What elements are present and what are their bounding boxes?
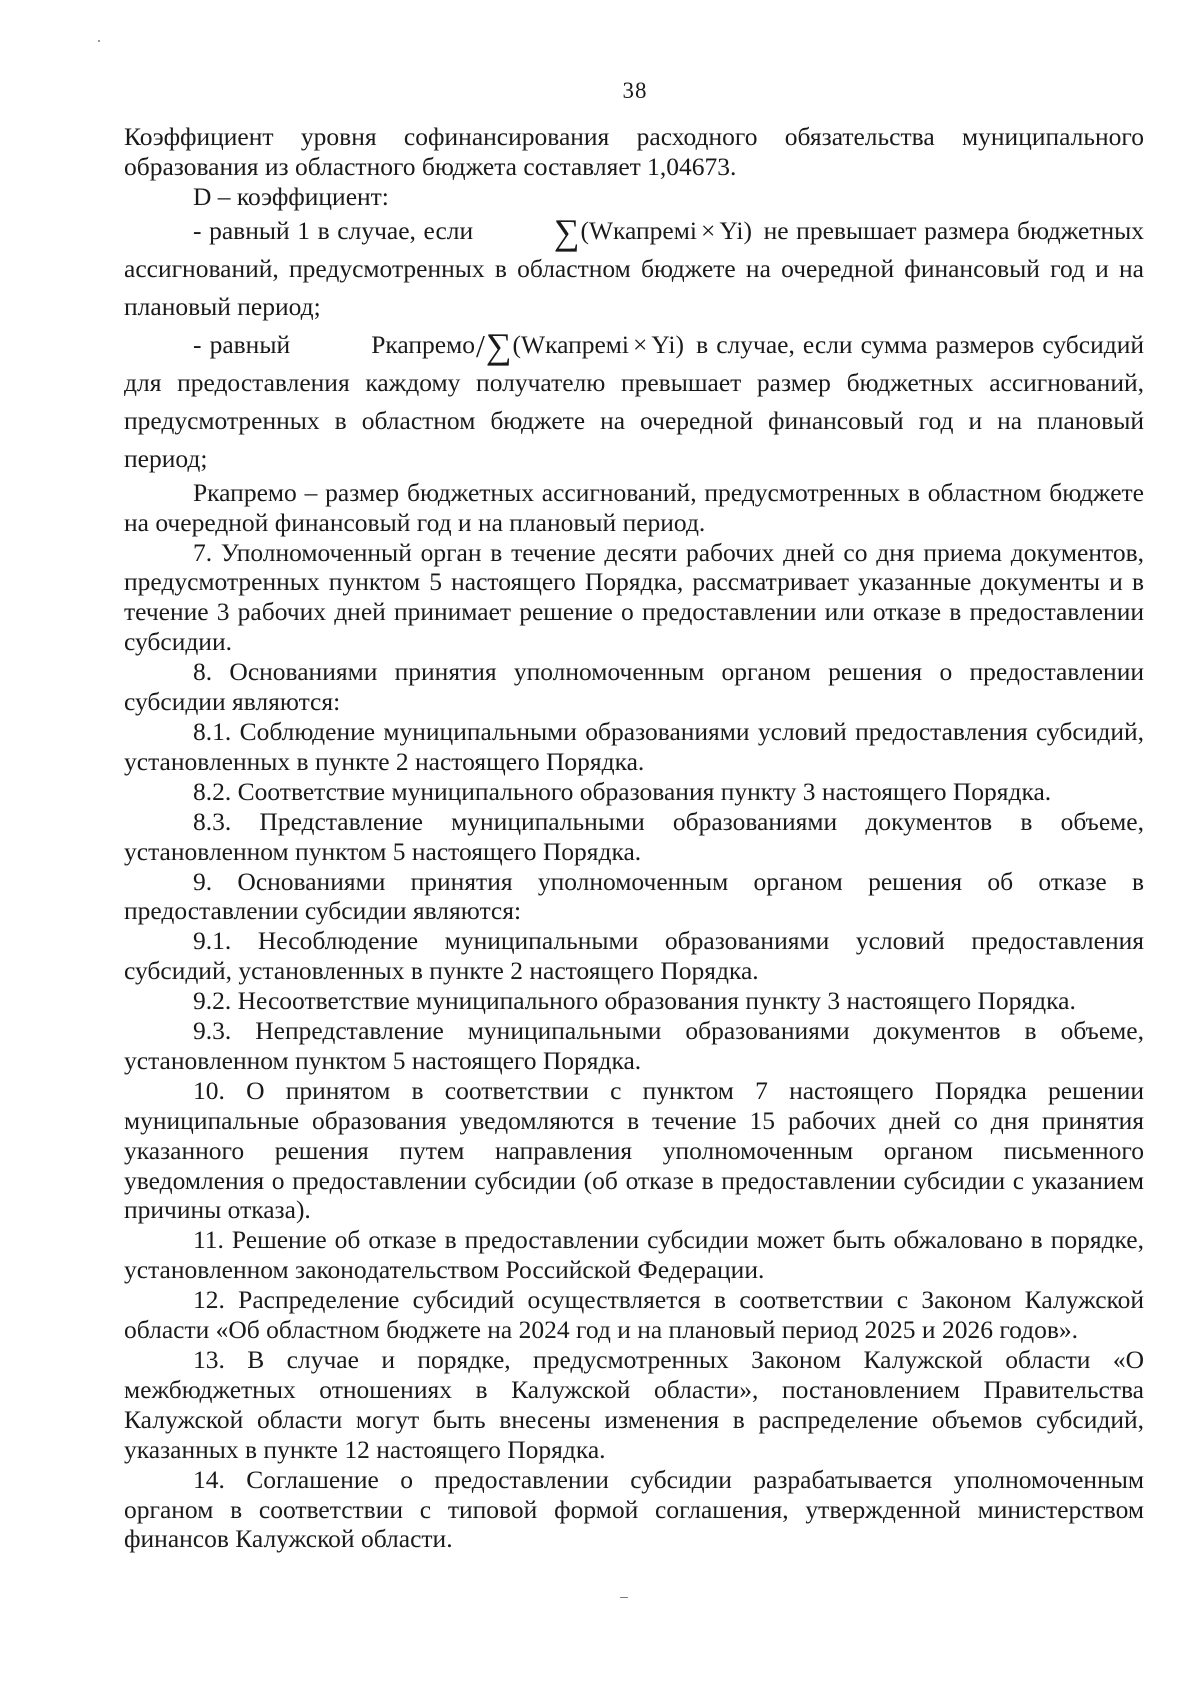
text-before-formula-1: - равный 1 в случае, если [193, 215, 474, 245]
scan-speck [98, 40, 100, 42]
formula-term-y: Yi [719, 215, 744, 245]
paragraph-item-7: 7. Уполномоченный орган в течение десяти рабочих дней со дня приема документов, предусмотренных пунктом 5 настоящего Порядка, рассматривает указанные документы и в течение 3 рабочих дней принимает решение о предоставлении или отказе в предоставлении субсидии. [124, 537, 1144, 657]
paragraph-item-9-3: 9.3. Непредставление муниципальными образованиями документов в объеме, установленном пунктом 5 настоящего Порядка. [124, 1016, 1144, 1075]
paragraph-d-equals-ratio [124, 326, 1144, 478]
formula-sum-1 [481, 212, 756, 250]
paragraph-item-13: 13. В случае и порядке, предусмотренных Законом Калужской области «О межбюджетных отношениях в Калужской области», постановлением Правительства Калужской области могут быть внесены изменения в распределение объемов субсидий, указанных в пункте 12 настоящего Порядка. [124, 1345, 1144, 1464]
paragraph-item-12: 12. Распределение субсидий осуществляется в соответствии с Законом Калужской области «Об областном бюджете на 2024 год и на плановый период 2025 и 2026 годов». [124, 1285, 1144, 1345]
paragraph-item-11: 11. Решение об отказе в предоставлении субсидии может быть обжаловано в порядке, установленном законодательством Российской Федерации. [124, 1225, 1144, 1285]
formula-numerator: Ркапремо [371, 329, 475, 359]
paragraph-item-9-2: 9.2. Несоответствие муниципального образования пункту 3 настоящего Порядка. [193, 986, 1076, 1016]
formula-open-paren: ( [512, 329, 522, 359]
formula-close-paren: ) [743, 215, 752, 245]
paragraph-d-equals-one [124, 212, 1144, 326]
formula-close-paren: ) [675, 329, 685, 359]
paragraph-d-coefficient: D – коэффициент: [193, 181, 389, 211]
paragraph-item-14: 14. Соглашение о предоставлении субсидии разрабатывается уполномоченным органом в соответствии с типовой формой соглашения, утвержденной министерством финансов Калужской области. [124, 1464, 1144, 1554]
formula-term-w: Wкапремі [588, 215, 697, 245]
formula-term-w: Wкапремі [521, 329, 630, 359]
paragraph-item-8: 8. Основаниями принятия уполномоченным органом решения о предоставлении субсидии являются: [124, 657, 1144, 717]
formula-open-paren: ( [580, 215, 589, 245]
sigma-symbol: ∑ [553, 211, 580, 252]
paragraph-rkapremo-definition: Ркапремо – размер бюджетных ассигнований, предусмотренных в областном бюджете на очередной финансовый год и на плановый период. [124, 477, 1144, 537]
scan-speck [620, 1597, 628, 1598]
page-number: 38 [622, 78, 648, 103]
formula-term-y: Yi [651, 329, 676, 359]
text-after-formula-1: не превышает размера бюджетных ассигнований, предусмотренных в областном бюджете на очередной финансовый год и на плановый период; [124, 215, 1144, 321]
paragraph-cofinancing: Коэффициент уровня софинансирования расходного обязательства муниципального образования из областного бюджета составляет 1,04673. [124, 122, 1144, 181]
paragraph-item-10: 10. О принятом в соответствии с пунктом 7 настоящего Порядка решении муниципальные образования уведомляются в течение 15 рабочих дней со дня принятия указанного решения путем направления уполномоченным органом письменного уведомления о предоставлении субсидии (об отказе в предоставлении субсидии с указанием причины отказа). [124, 1075, 1144, 1225]
sigma-symbol: ∑ [485, 325, 512, 366]
paragraph-item-8-1: 8.1. Соблюдение муниципальными образованиями условий предоставления субсидий, установленных в пункте 2 настоящего Порядка. [124, 716, 1144, 776]
formula-slash: / [475, 327, 485, 364]
formula-times: × [633, 329, 648, 359]
text-before-formula-2: - равный [193, 329, 291, 359]
text-after-formula-2: в случае, если сумма размеров субсидий для предоставления каждому получателю превышает размер бюджетных ассигнований, предусмотренных в областном бюджете на очередной финансовый год и на плановый период; [124, 329, 1144, 473]
formula-times: × [700, 215, 716, 245]
formula-ratio-2 [298, 326, 688, 364]
document-body [124, 122, 1144, 1554]
paragraph-item-8-3: 8.3. Представление муниципальными образованиями документов в объеме, установленном пунктом 5 настоящего Порядка. [124, 806, 1144, 866]
paragraph-item-8-2: 8.2. Соответствие муниципального образования пункту 3 настоящего Порядка. [193, 776, 1052, 806]
paragraph-item-9-1: 9.1. Несоблюдение муниципальными образованиями условий предоставления субсидий, установленных в пункте 2 настоящего Порядка. [124, 926, 1144, 986]
paragraph-item-9: 9. Основаниями принятия уполномоченным органом решения об отказе в предоставлении субсидии являются: [124, 866, 1144, 926]
